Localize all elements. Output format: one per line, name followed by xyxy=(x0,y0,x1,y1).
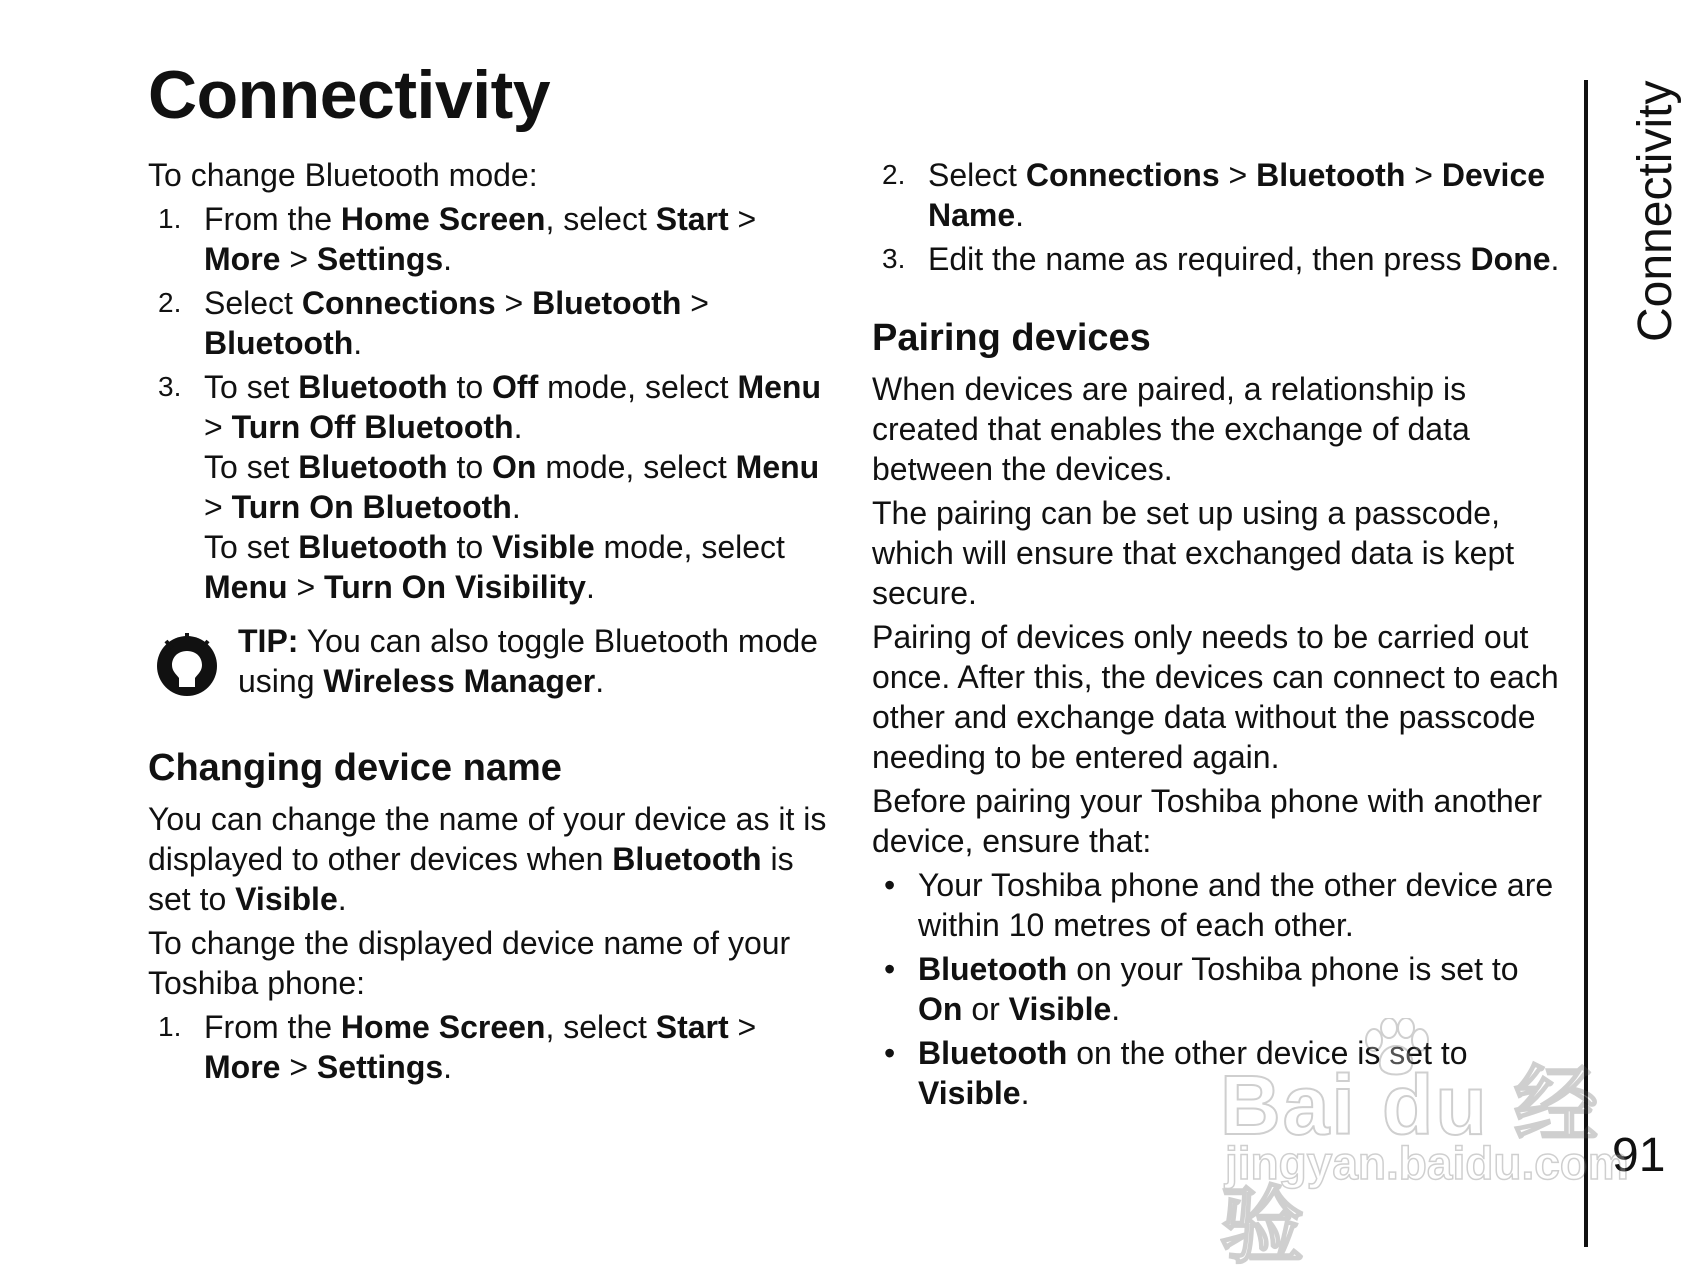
bullet-bold: Visible xyxy=(918,1075,1021,1111)
paragraph-text: is set to xyxy=(148,841,794,917)
step-text: > xyxy=(280,1049,317,1085)
device-name-steps xyxy=(148,1007,838,1087)
step-text: > xyxy=(681,285,709,321)
step-text: To set xyxy=(204,529,299,565)
bullet-text: . xyxy=(1111,991,1121,1027)
lightbulb-icon xyxy=(154,631,220,697)
step-text: > xyxy=(728,201,757,237)
paragraph: Before pairing your Toshiba phone with another device, ensure that: xyxy=(872,783,1543,859)
step-bold: Start xyxy=(655,1009,729,1045)
bullet-text: on the other device is set to xyxy=(1067,1035,1468,1071)
step-text: > xyxy=(287,569,325,605)
step-bold: Start xyxy=(655,201,729,237)
paragraph-text: . xyxy=(337,881,347,917)
step-text: . xyxy=(443,241,453,277)
step-bold: Turn On Bluetooth xyxy=(231,489,512,525)
step-line-visible xyxy=(204,527,838,607)
section-heading-changing-device-name: Changing device name xyxy=(148,747,562,789)
bullet-text: Your Toshiba phone and the other device are within 10 metres of each other. xyxy=(918,867,1554,943)
step-text: From the xyxy=(204,201,341,237)
step-bold: Settings xyxy=(316,1049,444,1085)
step-text: Select xyxy=(204,285,302,321)
step-text: . xyxy=(443,1049,453,1085)
step-text: to xyxy=(447,369,493,405)
step-text: , select xyxy=(545,201,656,237)
right-column xyxy=(872,155,1562,1117)
step-bold: Turn Off Bluetooth xyxy=(231,409,514,445)
baidu-watermark xyxy=(1220,1018,1629,1273)
step-number: 2. xyxy=(158,287,182,318)
step-text: > xyxy=(280,241,317,277)
paragraph-text: You can change the name of your device as it is displayed to other devices when xyxy=(148,801,827,877)
step-text: . xyxy=(1550,241,1560,277)
left-column xyxy=(148,155,838,1093)
list-item xyxy=(148,367,838,607)
step-bold: Bluetooth xyxy=(1256,157,1406,193)
list-item xyxy=(148,1007,838,1087)
step-number: 3. xyxy=(158,371,182,402)
step-bold: Home Screen xyxy=(340,201,546,237)
bullet-bold: Visible xyxy=(1008,991,1112,1027)
step-text: . xyxy=(585,569,595,605)
step-text: mode, select xyxy=(594,529,785,565)
step-bold: Bluetooth xyxy=(532,285,682,321)
bullet-bold: Bluetooth xyxy=(918,951,1068,987)
bullet-bold: Bluetooth xyxy=(918,1035,1068,1071)
intro-text: To change Bluetooth mode: xyxy=(148,157,538,193)
step-text: > xyxy=(495,285,533,321)
list-item xyxy=(148,199,838,279)
chapter-tab: Connectivity xyxy=(1629,80,1682,342)
step-text: To set xyxy=(204,449,299,485)
tip-bold: Wireless Manager xyxy=(323,663,596,699)
bullet-icon: • xyxy=(884,951,896,987)
watermark-url: jingyan.baidu.com xyxy=(1225,1137,1629,1189)
step-text: > xyxy=(1219,157,1257,193)
step-text: To set xyxy=(204,369,299,405)
step-text: . xyxy=(1015,197,1025,233)
step-line-on xyxy=(204,447,838,527)
step-bold: Connections xyxy=(301,285,496,321)
bullet-text: . xyxy=(1020,1075,1030,1111)
tip-text: You can also toggle Bluetooth mode using xyxy=(238,623,818,699)
step-number: 1. xyxy=(158,1011,182,1042)
step-text: . xyxy=(513,409,523,445)
step-text: to xyxy=(447,529,493,565)
step-bold: Home Screen xyxy=(340,1009,546,1045)
paragraph xyxy=(148,799,838,919)
step-text: . xyxy=(511,489,521,525)
list-item xyxy=(872,239,1562,279)
step-bold: Menu xyxy=(737,369,821,405)
list-item xyxy=(872,155,1562,235)
paragraph: The pairing can be set up using a passcode, which will ensure that exchanged data is kept secure. xyxy=(872,495,1515,611)
step-bold: More xyxy=(204,1049,281,1085)
tip-box xyxy=(148,621,838,701)
step-bold: Visible xyxy=(492,529,595,565)
paragraph: To change the displayed device name of your Toshiba phone: xyxy=(148,925,791,1001)
list-item xyxy=(872,865,1562,945)
list-item xyxy=(872,949,1562,1029)
step-number: 3. xyxy=(882,243,906,274)
step-text: Select xyxy=(928,157,1026,193)
device-name-steps-continued xyxy=(872,155,1562,279)
bullet-text: or xyxy=(962,991,1009,1027)
step-bold: On xyxy=(492,449,537,485)
tip-text: . xyxy=(595,663,605,699)
step-text: From the xyxy=(204,1009,341,1045)
bullet-bold: On xyxy=(918,991,963,1027)
paragraph-bold: Visible xyxy=(235,881,338,917)
step-bold: Device Name xyxy=(928,157,1546,233)
bullet-icon: • xyxy=(884,1035,896,1071)
step-text: mode, select xyxy=(536,449,736,485)
step-bold: Menu xyxy=(204,569,288,605)
step-bold: Connections xyxy=(1025,157,1220,193)
bullet-text: on your Toshiba phone is set to xyxy=(1067,951,1519,987)
paragraph-bold: Bluetooth xyxy=(612,841,762,877)
step-bold: Turn On Visibility xyxy=(324,569,586,605)
step-text: to xyxy=(447,449,493,485)
step-text: > xyxy=(204,489,232,525)
page-title: Connectivity xyxy=(148,57,551,133)
step-bold: Done xyxy=(1470,241,1551,277)
section-heading-pairing-devices: Pairing devices xyxy=(872,317,1151,359)
step-bold: Off xyxy=(492,369,539,405)
step-bold: Bluetooth xyxy=(298,449,448,485)
step-text: > xyxy=(204,409,232,445)
bullet-icon: • xyxy=(884,867,896,903)
step-text: , select xyxy=(545,1009,656,1045)
step-bold: Menu xyxy=(735,449,820,485)
list-item xyxy=(148,283,838,363)
step-text: . xyxy=(353,325,363,361)
paragraph: When devices are paired, a relationship is created that enables the exchange of data between the devices. xyxy=(872,371,1470,487)
step-text: Edit the name as required, then press xyxy=(928,241,1471,277)
step-bold: Settings xyxy=(316,241,444,277)
paragraph: Pairing of devices only needs to be carried out once. After this, the devices can connect to each other and exchange data without the passcode needing to be entered again. xyxy=(872,619,1559,775)
step-text: > xyxy=(728,1009,757,1045)
step-text: mode, select xyxy=(538,369,738,405)
step-number: 1. xyxy=(158,203,182,234)
bluetooth-mode-steps xyxy=(148,199,838,607)
step-bold: Bluetooth xyxy=(298,529,448,565)
step-line-off xyxy=(204,367,838,447)
step-text: > xyxy=(1405,157,1442,193)
watermark-brand: Bai du 经验 xyxy=(1220,1058,1601,1273)
tip-label: TIP: xyxy=(238,623,299,659)
step-bold: Bluetooth xyxy=(298,369,448,405)
step-bold: More xyxy=(204,241,281,277)
step-bold: Bluetooth xyxy=(204,325,354,361)
page-number: 91 xyxy=(1612,1129,1666,1182)
step-number: 2. xyxy=(882,159,906,190)
